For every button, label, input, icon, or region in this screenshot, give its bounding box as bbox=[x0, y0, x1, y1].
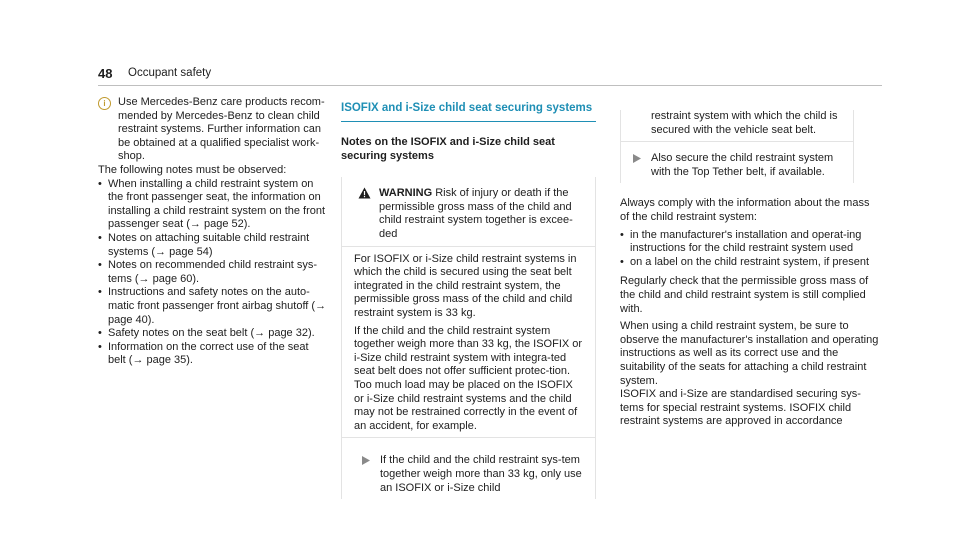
list-item: • Instructions and safety notes on the auto-matic front passenger front airbag shutoff (→ page 40). bbox=[98, 286, 328, 327]
list-item: • Notes on recommended child restraint sys-tems (→ page 60). bbox=[98, 259, 328, 286]
list-item: • on a label on the child restraint system, if present bbox=[620, 256, 880, 270]
body-paragraph: ISOFIX and i-Size are standardised securing sys-tems for special restraint systems. ISOFIX child restraint systems are approved in accordance bbox=[620, 388, 861, 428]
warning-box bbox=[341, 177, 596, 499]
warning-divider bbox=[342, 437, 595, 438]
warning-text: Risk of injury or death if the permissible gross mass of the child and child restraint system together is excee-ded bbox=[379, 187, 573, 241]
warning-paragraph: If the child and the child restraint system together weigh more than 33 kg, the ISOFIX or i-Size child restraint system with integra-ted seat belt does not offer sufficient protec-tion. Too much load may be placed on the ISOFIX or i-Size child restraint systems and the child may not be restrained correctly in the event of an accident, for example. bbox=[354, 324, 583, 432]
warning-label: WARNING bbox=[379, 187, 433, 200]
warning-box-continued bbox=[620, 110, 854, 183]
body-paragraph: When using a child restraint system, be sure to observe the manufacturer's installation and operating instructions as well as its correct use and the suitability of the seats for attaching a child restraint system. bbox=[620, 320, 879, 387]
action-step-continued: restraint system with which the child is secured with the vehicle seat belt. bbox=[651, 110, 838, 136]
warning-divider bbox=[621, 141, 853, 142]
action-step-text: Also secure the child restraint system with the Top Tether belt, if available. bbox=[651, 152, 834, 178]
section-title: Occupant safety bbox=[128, 67, 212, 79]
info-note-text: Use Mercedes-Benz care products recom-mended by Mercedes-Benz to clean child restraint systems. Further information can be obtained at a qualified specialist work-shop. bbox=[118, 96, 325, 163]
action-step bbox=[633, 148, 843, 183]
middle-column bbox=[341, 96, 596, 499]
list-item: • in the manufacturer's installation and operat-ing instructions for the child restraint system used bbox=[620, 229, 880, 256]
action-step bbox=[354, 444, 585, 499]
warning-block bbox=[354, 177, 585, 241]
step-arrow-icon bbox=[362, 456, 370, 495]
right-column bbox=[620, 96, 880, 433]
info-icon: i bbox=[98, 97, 111, 110]
info-note bbox=[98, 96, 328, 164]
warning-text-wrap bbox=[379, 187, 585, 241]
warning-divider bbox=[342, 246, 595, 247]
list-item: • When installing a child restraint system on the front passenger seat, the information on installing a child restraint system on the front passenger seat (→ page 52). bbox=[98, 178, 328, 232]
header-rule bbox=[98, 85, 882, 86]
notes-list bbox=[98, 178, 328, 368]
mass-info-list bbox=[620, 229, 880, 270]
list-item: • Notes on attaching suitable child restraint systems (→ page 54) bbox=[98, 232, 328, 259]
body-paragraph: Always comply with the information about the mass of the child restraint system: bbox=[620, 197, 870, 223]
body-paragraph: Regularly check that the permissible gross mass of the child and child restraint system is still complied with. bbox=[620, 275, 869, 315]
page-number: 48 bbox=[98, 66, 113, 81]
list-item: • Information on the correct use of the seat belt (→ page 35). bbox=[98, 341, 328, 368]
left-column bbox=[98, 96, 328, 368]
warning-paragraph: For ISOFIX or i-Size child restraint systems in which the child is secured using the seat belt integrated in the child restraint system, the permissible gross mass of the child and child restraint system is 33 kg. bbox=[354, 252, 577, 320]
list-item: • Safety notes on the seat belt (→ page 32). bbox=[98, 327, 328, 341]
section-title-rule bbox=[341, 121, 596, 123]
step-arrow-icon bbox=[633, 154, 641, 179]
warning-triangle-icon bbox=[358, 187, 371, 241]
isofix-notes-subtitle: Notes on the ISOFIX and i-Size child seat securing systems bbox=[341, 136, 555, 162]
notes-intro: The following notes must be observed: bbox=[98, 163, 287, 176]
isofix-section-title: ISOFIX and i-Size child seat securing systems bbox=[341, 102, 593, 114]
action-step-text: If the child and the child restraint sys-tem together weigh more than 33 kg, only use an ISOFIX or i-Size child bbox=[380, 454, 582, 494]
